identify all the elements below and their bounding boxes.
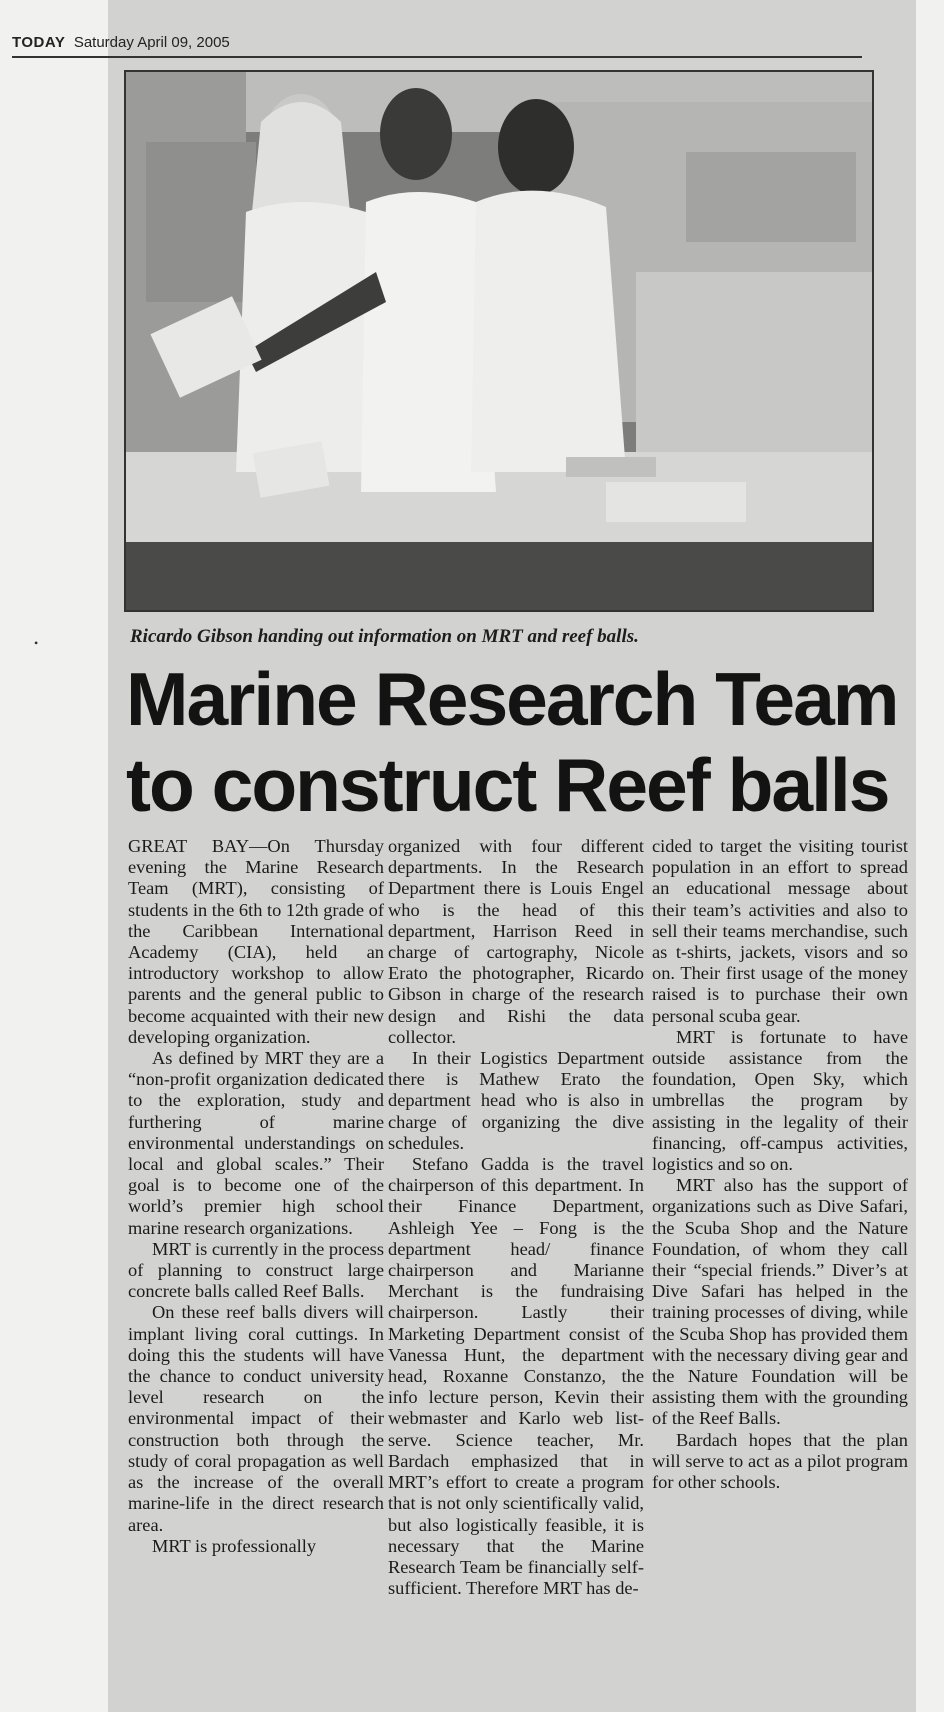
article-column-2 — [388, 836, 644, 1599]
paragraph: MRT is currently in the process of planning to construct large concrete balls called Reef Balls. — [128, 1238, 384, 1302]
photo-caption: Ricardo Gibson handing out information on MRT and reef balls. — [130, 626, 639, 647]
article-column-3 — [652, 836, 908, 1493]
paragraph: Stefano Gadda is the travel chairperson of this department. In their Finance Department, Ashleigh Yee – Fong is the department head/ finance chairperson and Marianne Merchant is the fundraising chairperson. Lastly their Marketing Department consist of Vanessa Hunt, the department head, Roxanne Constanzo, the info lecture person, Kevin their webmaster and Karlo web list-serve. Science teacher, Mr. Bardach emphasized that in MRT’s effort to create a program that is not only scientifically valid, but also logistically feasible, it is necessary that the Marine Research Team be financially self-sufficient. Therefore MRT has de- — [388, 1154, 644, 1599]
scan-speck: • — [34, 636, 39, 650]
paragraph: In their Logistics Department there is Mathew Erato the department head who is also in charge of organizing the dive schedules. — [388, 1048, 644, 1153]
masthead: TODAY — [12, 34, 66, 51]
paragraph: MRT also has the support of organizations such as Dive Safari, the Scuba Shop and the Nature Foundation, of whom they call their “special friends.” Diver’s at Dive Safari has helped in the training processes of diving, while the Scuba Shop has provided them with the necessary diving gear and the Nature Foundation will be assisting them with the grounding of the Reef Balls. — [652, 1175, 908, 1429]
paragraph: GREAT BAY—On Thursday evening the Marine Research Team (MRT), consisting of students in the 6th to 12th grade of the Caribbean International Academy (CIA), held an introductory workshop to allow parents and the general public to become acquainted with their new developing organization. — [128, 836, 384, 1047]
headline — [126, 656, 906, 828]
paragraph: As defined by MRT they are a “non-profit organization dedicated to the exploration, study and furthering of marine environmental understandings on local and global scales.” Their goal is to become one of the world’s premier high school marine research organizations. — [128, 1048, 384, 1238]
paragraph: Bardach hopes that the plan will serve to act as a pilot program for other schools. — [652, 1429, 908, 1493]
paragraph: MRT is fortunate to have outside assistance from the foundation, Open Sky, which umbrellas the program by assisting in the legality of their financing, off-campus activities, logistics and so on. — [652, 1026, 908, 1175]
paragraph: organized with four different departments. In the Research Department there is Louis Engel who is the head of this department, Harrison Reed in charge of cartography, Nicole Erato the photographer, Ricardo Gibson in charge of the research design and Rishi the data collector. — [388, 836, 644, 1047]
paragraph: On these reef balls divers will implant living coral cuttings. In doing this the students will have the chance to conduct university level research on the environmental impact of their construction both through the study of coral propagation as well as the increase of the overall marine-life in the direct research area. — [128, 1302, 384, 1535]
headline-line-2: to construct Reef balls — [126, 743, 889, 827]
headline-line-1: Marine Research Team — [126, 657, 898, 741]
article-column-1 — [128, 836, 384, 1557]
article-photo — [124, 70, 874, 612]
photo-students-table — [126, 72, 872, 610]
issue-date: Saturday April 09, 2005 — [73, 34, 230, 51]
paragraph: MRT is professionally — [152, 1535, 317, 1556]
page-header — [12, 34, 862, 58]
paragraph: cided to target the visiting tourist population in an effort to spread an educational message about their team’s activities and also to sell their teams merchandise, such as t-shirts, jackets, visors and so on. Their first usage of the money raised is to purchase their own personal scuba gear. — [652, 836, 908, 1026]
